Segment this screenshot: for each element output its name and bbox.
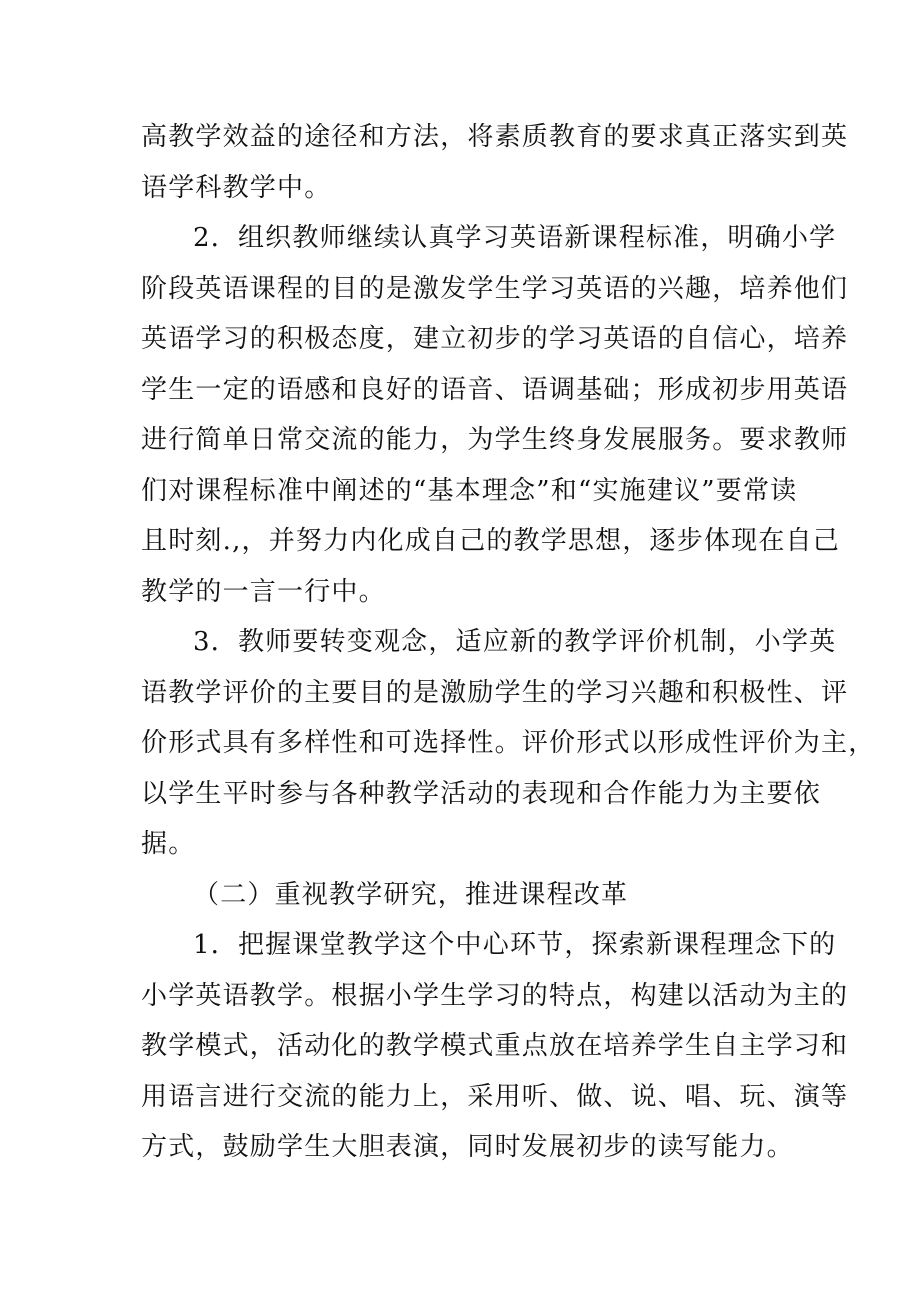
text-line: 教学模式，活动化的教学模式重点放在培养学生自主学习和 xyxy=(141,1031,849,1061)
paragraph-item-3 xyxy=(141,617,876,870)
text-line: 2．组织教师继续认真学习英语新课程标准，明确小学 xyxy=(193,223,837,253)
text-line: 价形式具有多样性和可选择性。评价形式以形成性评价为主， xyxy=(141,728,876,758)
section-heading-text: （二）重视教学研究，推进课程改革 xyxy=(193,879,629,910)
paragraph-item-2 xyxy=(141,213,849,617)
text-line: 学生一定的语感和良好的语音、语调基础；形成初步用英语 xyxy=(141,374,849,405)
text-line: 进行简单日常交流的能力，为学生终身发展服务。要求教师 xyxy=(141,425,849,455)
text-line: 们对课程标准中阐述的“基本理念”和“实施建议”要常读 xyxy=(141,475,798,506)
paragraph-item-1 xyxy=(141,920,849,1173)
section-heading xyxy=(141,870,789,921)
text-line: 高教学效益的途径和方法，将素质教育的要求真正落实到英 xyxy=(141,122,849,152)
text-line: 1．把握课堂教学这个中心环节，探索新课程理念下的 xyxy=(193,930,837,960)
text-line: 阶段英语课程的目的是激发学生学习英语的兴趣，培养他们 xyxy=(141,273,849,304)
text-line: 语教学评价的主要目的是激励学生的学习兴趣和积极性、评 xyxy=(141,677,849,708)
text-line: 小学英语教学。根据小学生学习的特点，构建以活动为主的 xyxy=(141,980,849,1011)
text-line: 用语言进行交流的能力上，采用听、做、说、唱、玩、演等 xyxy=(141,1081,849,1112)
text-line: 3．教师要转变观念，适应新的教学评价机制，小学英 xyxy=(193,627,837,657)
text-line: 语学科教学中。 xyxy=(141,172,332,203)
document-body xyxy=(141,112,876,1173)
text-line: 英语学习的积极态度，建立初步的学习英语的自信心，培养 xyxy=(141,324,849,354)
text-line: 且时刻.,，并努力内化成自己的教学思想，逐步体现在自己 xyxy=(141,526,840,556)
paragraph-continuation xyxy=(141,112,849,213)
text-line: 据。 xyxy=(141,829,196,859)
text-line: 以学生平时参与各种教学活动的表现和合作能力为主要依 xyxy=(141,778,822,809)
text-line: 教学的一言一行中。 xyxy=(141,576,386,607)
text-line: 方式，鼓励学生大胆表演，同时发展初步的读写能力。 xyxy=(141,1132,794,1162)
